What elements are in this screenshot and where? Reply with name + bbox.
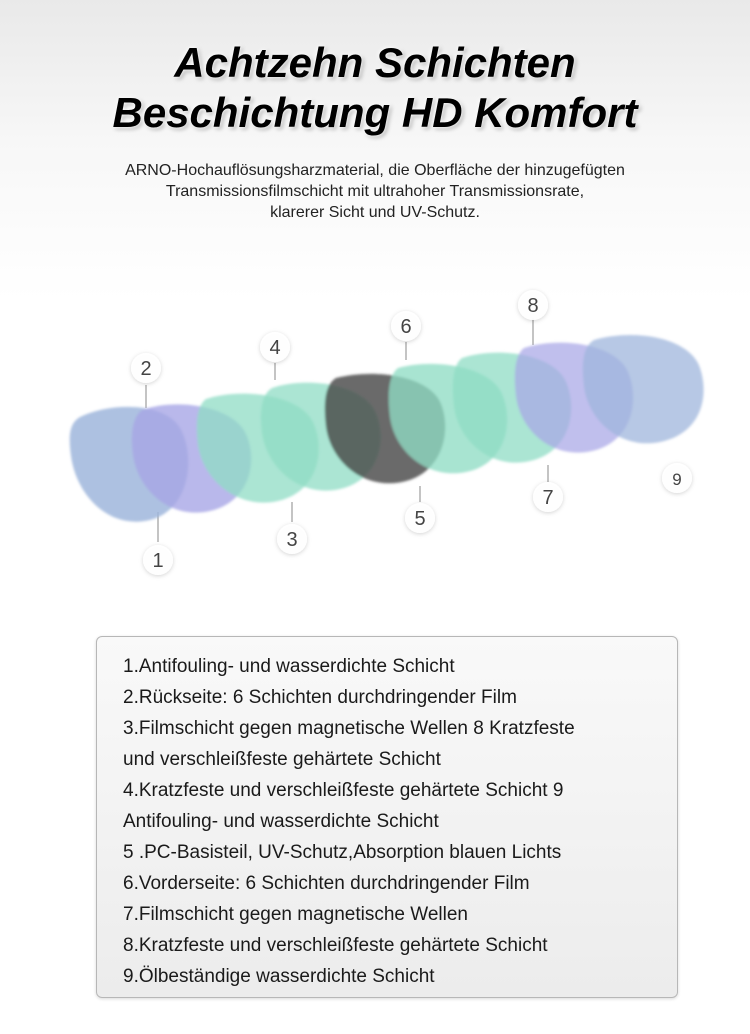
description-line-2: Transmissionsfilmschicht mit ultrahoher Transmissionsrate, bbox=[165, 183, 585, 200]
legend-line-4: und verschleißfeste gehärtete Schicht bbox=[123, 749, 441, 770]
label-3: 3 bbox=[286, 529, 298, 551]
label-6: 6 bbox=[400, 316, 412, 338]
legend-line-9: 7.Filmschicht gegen magnetische Wellen bbox=[123, 904, 468, 925]
label-4: 4 bbox=[269, 337, 281, 359]
lens-layers-diagram bbox=[0, 280, 750, 600]
legend-line-6: Antifouling- und wasserdichte Schicht bbox=[123, 811, 439, 832]
description bbox=[40, 160, 710, 223]
legend-line-5: 4.Kratzfeste und verschleißfeste gehärtete Schicht 9 bbox=[123, 780, 564, 801]
layers-legend-box bbox=[96, 636, 678, 998]
title-line-2: Beschichtung HD Komfort bbox=[112, 89, 638, 136]
legend-line-1: 1.Antifouling- und wasserdichte Schicht bbox=[123, 656, 455, 677]
label-2: 2 bbox=[140, 358, 152, 380]
page-title bbox=[0, 38, 750, 138]
description-line-3: klarerer Sicht und UV-Schutz. bbox=[270, 204, 480, 221]
legend-line-7: 5 .PC-Basisteil, UV-Schutz,Absorption blauen Lichts bbox=[123, 842, 562, 863]
label-9: 9 bbox=[672, 470, 682, 489]
legend-line-8: 6.Vorderseite: 6 Schichten durchdringender Film bbox=[123, 873, 530, 894]
legend-line-11: 9.Ölbeständige wasserdichte Schicht bbox=[123, 966, 435, 987]
legend-line-2: 2.Rückseite: 6 Schichten durchdringender Film bbox=[123, 687, 517, 708]
label-5: 5 bbox=[414, 508, 426, 530]
legend-line-3: 3.Filmschicht gegen magnetische Wellen 8 Kratzfeste bbox=[123, 718, 575, 739]
label-1: 1 bbox=[152, 550, 164, 572]
label-7: 7 bbox=[542, 487, 554, 509]
description-line-1: ARNO-Hochauflösungsharzmaterial, die Oberfläche der hinzugefügten bbox=[125, 162, 625, 179]
title-line-1: Achtzehn Schichten bbox=[174, 39, 576, 86]
legend-line-10: 8.Kratzfeste und verschleißfeste gehärtete Schicht bbox=[123, 935, 548, 956]
label-8: 8 bbox=[527, 295, 539, 317]
